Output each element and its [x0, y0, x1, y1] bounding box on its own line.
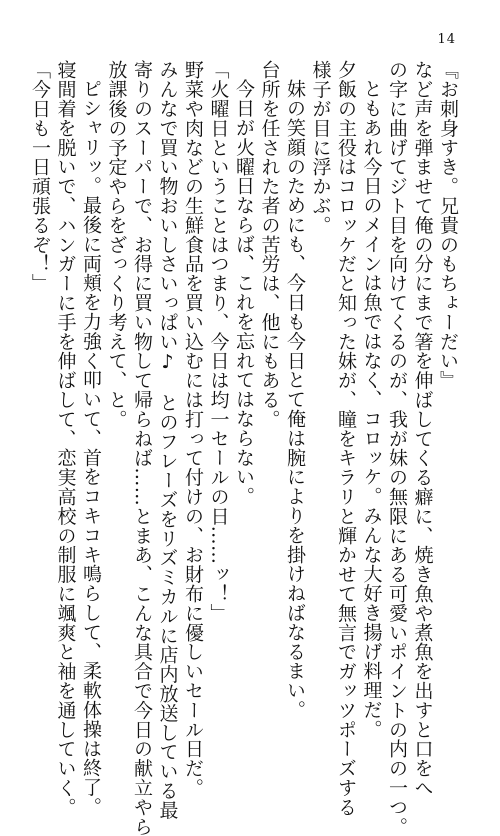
text-line: 『お刺身すき。兄貴のもちょーだい』 — [437, 60, 459, 390]
text-line: 寄りのスーパーで、お得に買い物して帰らねば……とまあ、こんな具合で今日の献立やら — [131, 60, 153, 836]
text-line: ともあれ今日のメインは魚ではなく、コロッケ。みんな大好き揚げ料理だ。 — [360, 79, 383, 739]
text-line: 放課後の予定やらをざっくり考えて、と。 — [105, 60, 128, 429]
text-line: 妹の笑顔のためにも、今日も今日とて俺は腕によりを掛けねばなるまい。 — [284, 79, 306, 720]
vertical-text-block — [29, 60, 460, 836]
text-line: ピシャリッ。最後に両頬を力強く叩いて、首をコキコキ鳴らして、柔軟体操は終了。 — [80, 79, 102, 817]
text-line: 今日が火曜日ならば、これを忘れてはならない。 — [233, 79, 255, 506]
text-line: 野菜や肉などの生鮮食品を買い込むには打って付けの、お財布に優しいセール日だ。 — [182, 60, 204, 798]
text-line: 様子が目に浮かぶ。 — [309, 60, 332, 235]
page-number: 14 — [437, 32, 456, 47]
text-line: 「今日も一日頑張るぞ！」 — [29, 60, 51, 293]
text-line: 「火曜日ということはつまり、今日は均一セールの日……ッ！」 — [207, 60, 230, 623]
text-line: みんなで買い物おいしさいっぱい♪ とのフレーズをリズミカルに店内放送している最 — [156, 60, 179, 820]
text-line: 夕飯の主役はコロッケだと知った妹が、瞳をキラリと輝かせて無言でガッツポーズする — [335, 60, 357, 817]
text-line: 台所を任された者の苦労は、他にもある。 — [258, 60, 281, 429]
text-line: の字に曲げてジト目を向けてくるのが、我が妹の無限にある可愛いポイントの内の一つ。 — [386, 60, 408, 836]
text-line: 寝間着を脱いで、ハンガーに手を伸ばして、恋実高校の制服に颯爽と袖を通していく。 — [54, 60, 77, 817]
text-line: など声を弾ませて俺の分にまで箸を伸ばしてくる癖に、焼き魚や煮魚を出すと口をへ — [411, 60, 434, 798]
